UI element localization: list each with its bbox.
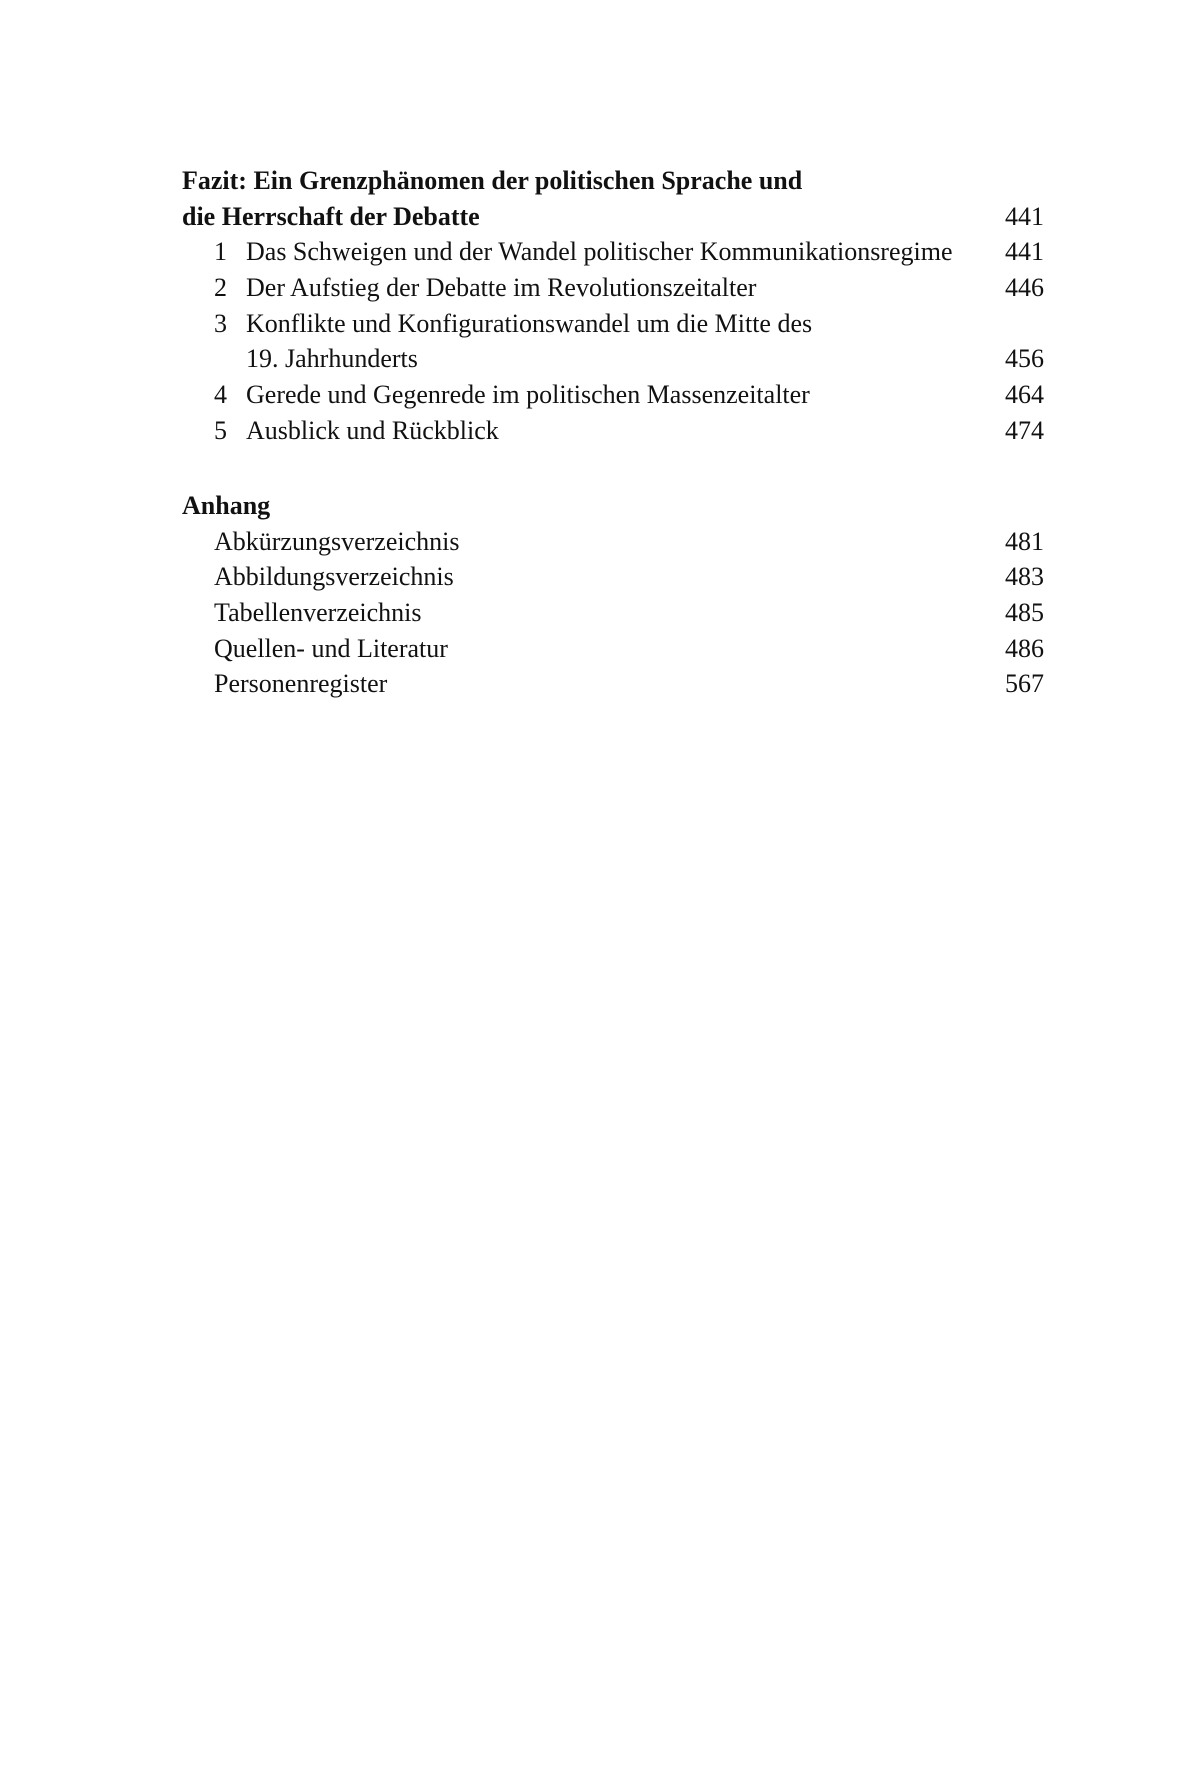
section-title: die Herrschaft der Debatte <box>182 201 480 231</box>
entry-title: Ausblick und Rückblick <box>246 415 499 445</box>
entry-number: 2 <box>214 273 227 303</box>
toc-entry <box>182 413 1044 449</box>
toc-entry <box>182 666 1044 702</box>
section-heading-line <box>182 488 1044 524</box>
page-number: 481 <box>1005 526 1044 556</box>
entry-title: Quellen- und Literatur <box>214 633 448 663</box>
toc-entry <box>182 631 1044 667</box>
page-number: 464 <box>1005 380 1044 410</box>
toc-section-fazit <box>182 163 1044 449</box>
entry-number: 1 <box>214 237 227 267</box>
section-heading-line <box>182 199 1044 235</box>
page-number: 446 <box>1005 273 1044 303</box>
toc-entry <box>182 559 1044 595</box>
toc-section-anhang <box>182 488 1044 702</box>
entry-title: Abkürzungsverzeichnis <box>214 526 460 556</box>
section-title: Anhang <box>182 491 271 520</box>
entry-title: Abbildungsverzeichnis <box>214 562 454 592</box>
entry-title: Personenregister <box>214 669 388 699</box>
toc-entry <box>182 595 1044 631</box>
page-number: 486 <box>1005 633 1044 663</box>
section-heading-line <box>182 163 1044 199</box>
toc-entry-continuation <box>182 341 1044 377</box>
toc-entry <box>182 234 1044 270</box>
entry-title: Tabellenverzeichnis <box>214 598 422 628</box>
toc-entry <box>182 306 1044 342</box>
section-title: Fazit: Ein Grenzphänomen der politischen Sprache und <box>182 166 803 195</box>
entry-title-continuation: 19. Jahrhunderts <box>246 344 418 374</box>
entry-title: Gerede und Gegenrede im politischen Massenzeitalter <box>246 380 810 410</box>
entry-number: 5 <box>214 415 227 445</box>
entry-title: Der Aufstieg der Debatte im Revolutionszeitalter <box>246 273 757 303</box>
page-number: 485 <box>1005 598 1044 628</box>
toc-entry <box>182 270 1044 306</box>
entry-title: Das Schweigen und der Wandel politischer Kommunikationsregime <box>246 237 953 267</box>
page-number: 456 <box>1005 344 1044 374</box>
entry-number: 3 <box>214 308 227 338</box>
entry-title: Konflikte und Konfigurationswandel um die Mitte des <box>246 308 813 338</box>
page-number: 474 <box>1005 415 1044 445</box>
toc-entry <box>182 377 1044 413</box>
entry-number: 4 <box>214 380 227 410</box>
page-number: 567 <box>1005 669 1044 699</box>
page-number: 483 <box>1005 562 1044 592</box>
page-number: 441 <box>1005 201 1044 231</box>
page-number: 441 <box>1005 237 1044 267</box>
toc-entry <box>182 524 1044 560</box>
